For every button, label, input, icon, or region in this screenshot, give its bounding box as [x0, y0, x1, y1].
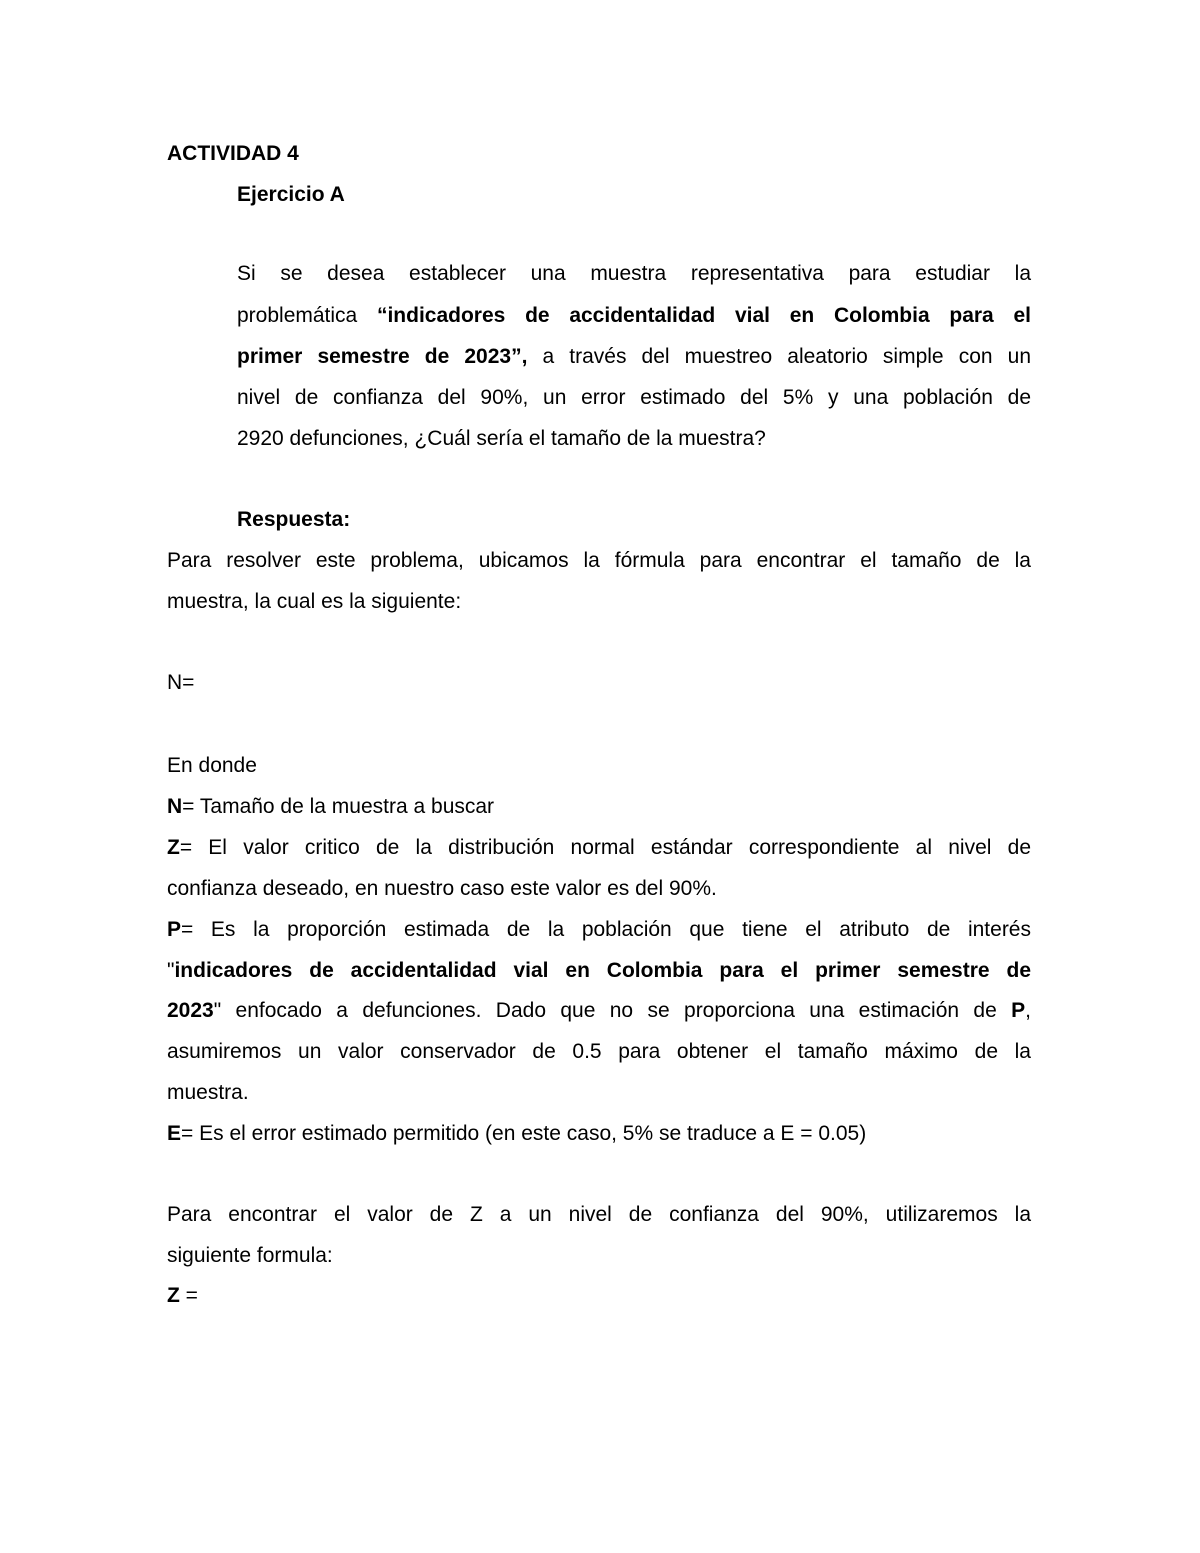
problem-line-2-bold: “indicadores de accidentalidad vial en Colombia para el: [376, 304, 1031, 327]
page-title: ACTIVIDAD 4: [167, 142, 299, 165]
z-intro-line-2: siguiente formula:: [167, 1244, 333, 1267]
problem-line-3-text: a través del muestreo aleatorio simple con un: [527, 345, 1032, 368]
definition-p-line-2: [167, 957, 1031, 985]
exercise-heading: Ejercicio A: [237, 183, 345, 206]
z-formula: [167, 1282, 1031, 1310]
definition-e-text: = Es el error estimado permitido (en este caso, 5% se traduce a E = 0.05): [181, 1122, 867, 1145]
definition-p-symbol: P: [167, 918, 182, 941]
definition-p-line-1: [167, 916, 1031, 944]
problem-line-2-text: problemática: [237, 304, 377, 327]
definition-p-line-3-symbol: P: [1011, 999, 1026, 1022]
where-label: En donde: [167, 754, 257, 777]
definition-p-line-5: muestra.: [167, 1081, 249, 1104]
definition-p-line-3: [167, 997, 1031, 1025]
problem-line-4: nivel de confianza del 90%, un error estimado del 5% y una población de: [237, 386, 1031, 409]
definition-p-bold: indicadores de accidentalidad vial en Colombia para el primer semestre de: [174, 959, 1031, 982]
definition-p-line-4: asumiremos un valor conservador de 0.5 para obtener el tamaño máximo de la: [167, 1040, 1031, 1063]
definition-z-symbol: Z: [167, 836, 180, 859]
definition-n-symbol: N: [167, 795, 183, 818]
definition-n-text: = Tamaño de la muestra a buscar: [182, 795, 495, 818]
definition-p-text: = Es la proporción estimada de la población que tiene el atributo de interés: [181, 918, 1031, 941]
definition-z-line-2: confianza deseado, en nuestro caso este valor es del 90%.: [167, 877, 717, 900]
definition-p-line-3-text: " enfocado a defunciones. Dado que no se proporciona una estimación de: [213, 999, 1012, 1022]
problem-line-3-bold: primer semestre de 2023”,: [237, 345, 528, 368]
answer-heading: Respuesta:: [237, 508, 351, 531]
z-formula-symbol: Z: [167, 1284, 180, 1307]
definition-n: [167, 793, 1031, 821]
definition-z-line-1: [167, 834, 1031, 862]
problem-line-1: Si se desea establecer una muestra representativa para estudiar la: [237, 262, 1031, 285]
problem-line-2: [237, 302, 1031, 330]
z-formula-equals: =: [179, 1284, 198, 1307]
definition-p-quote: ": [167, 959, 175, 982]
definition-e: [167, 1120, 1031, 1148]
problem-line-5: 2920 defunciones, ¿Cuál sería el tamaño de la muestra?: [237, 427, 766, 450]
sample-size-formula: N=: [167, 671, 195, 694]
intro-line-1: Para resolver este problema, ubicamos la fórmula para encontrar el tamaño de la: [167, 549, 1031, 572]
problem-line-3: [237, 343, 1031, 371]
definition-e-symbol: E: [167, 1122, 182, 1145]
definition-z-text: = El valor critico de la distribución normal estándar correspondiente al nivel de: [179, 836, 1031, 859]
definition-p-line-3-comma: ,: [1025, 999, 1031, 1022]
definition-p-year: 2023: [167, 999, 214, 1022]
z-intro-line-1: Para encontrar el valor de Z a un nivel de confianza del 90%, utilizaremos la: [167, 1203, 1031, 1226]
intro-line-2: muestra, la cual es la siguiente:: [167, 590, 462, 613]
